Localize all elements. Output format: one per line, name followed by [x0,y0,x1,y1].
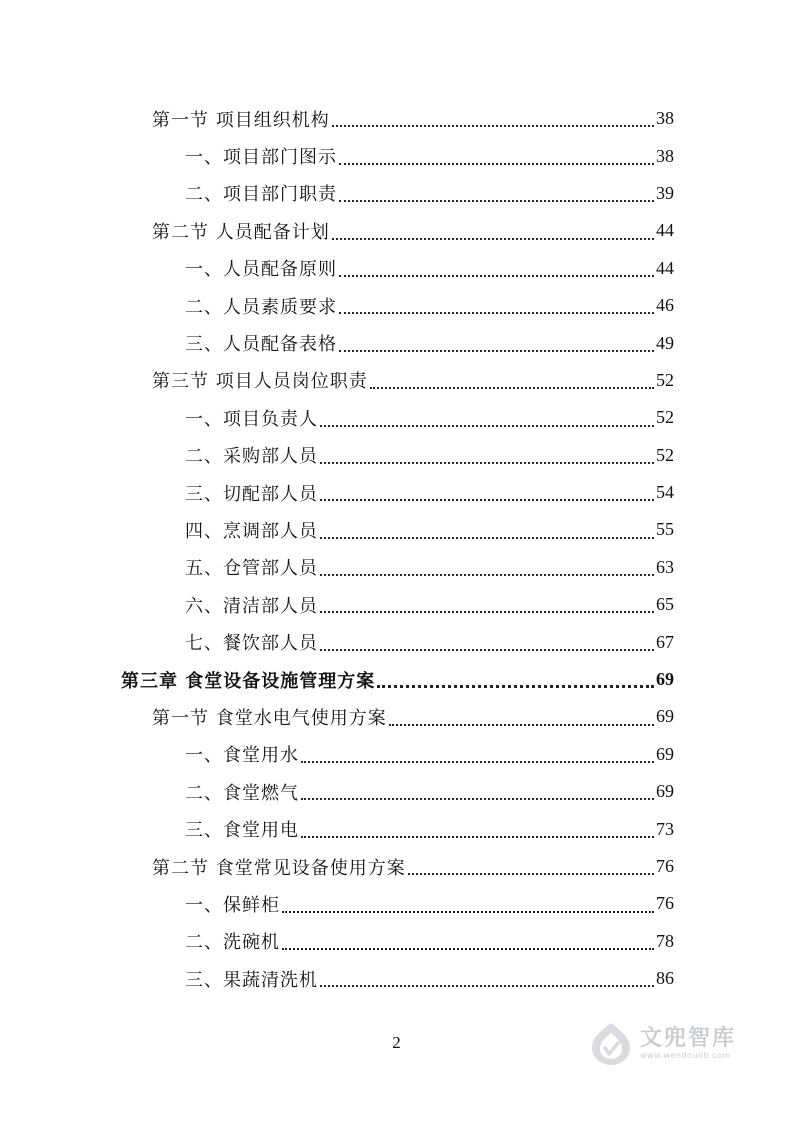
toc-entry-page: 39 [656,182,674,203]
toc-leader-dots [320,425,654,427]
toc-entry-title: 第二节 食堂常见设备使用方案 [152,857,406,879]
toc-leader-dots [377,685,654,688]
toc-entry-title: 四、烹调部人员 [185,520,318,542]
toc-entry[interactable] [0,736,793,773]
toc-entry-title: 二、食堂燃气 [185,782,299,804]
toc-entry-page: 49 [656,332,674,353]
toc-leader-dots [332,125,654,127]
toc-entry-title: 六、清洁部人员 [185,595,318,617]
toc-entry[interactable] [0,623,793,660]
toc-leader-dots [332,238,654,240]
toc-entry[interactable] [0,100,793,137]
toc-leader-dots [320,611,654,613]
toc-entry-page: 73 [656,818,674,839]
toc-entry-title: 第三节 项目人员岗位职责 [152,371,368,393]
toc-leader-dots [301,798,654,800]
watermark [588,1021,736,1067]
toc-entry[interactable] [0,586,793,623]
toc-leader-dots [282,948,654,950]
toc-entry-page: 69 [656,669,674,690]
toc-entry-page: 63 [656,556,674,577]
toc-leader-dots [408,873,654,875]
toc-entry-title: 三、人员配备表格 [185,334,337,356]
toc-entry[interactable] [0,212,793,249]
toc-entry-title: 二、采购部人员 [185,446,318,468]
toc-entry[interactable] [0,250,793,287]
toc-entry[interactable] [0,362,793,399]
toc-entry[interactable] [0,885,793,922]
toc-leader-dots [339,350,654,352]
toc-entry-title: 一、食堂用水 [185,745,299,767]
toc-entry-page: 76 [656,893,674,914]
toc-entry-page: 52 [656,369,674,390]
watermark-url: www.wendoulib.com [640,1051,731,1060]
watermark-name: 文兜智库 [640,1026,737,1051]
toc-entry-page: 65 [656,594,674,615]
toc-entry-page: 38 [656,108,674,129]
toc-entry[interactable] [0,773,793,810]
toc-entry-page: 69 [656,781,674,802]
toc-entry-page: 46 [656,295,674,316]
toc-leader-dots [339,275,654,277]
toc-entry-page: 44 [656,220,674,241]
toc-entry-title: 五、仓管部人员 [185,558,318,580]
toc-entry[interactable] [0,437,793,474]
toc-entry[interactable] [0,848,793,885]
toc-entry[interactable] [0,287,793,324]
page-number: 2 [392,1033,401,1052]
toc-entry-page: 44 [656,257,674,278]
toc-leader-dots [301,836,654,838]
toc-leader-dots [320,537,654,539]
toc-leader-dots [320,985,654,987]
toc-leader-dots [389,724,654,726]
toc-entry[interactable] [0,511,793,548]
toc-leader-dots [370,387,654,389]
toc-entry-page: 69 [656,743,674,764]
toc-entry[interactable] [0,474,793,511]
toc-entry[interactable] [0,661,793,698]
toc-leader-dots [320,462,654,464]
toc-entry-title: 二、项目部门职责 [185,184,337,206]
toc-entry-page: 55 [656,519,674,540]
toc-entry-page: 52 [656,407,674,428]
toc-entry-page: 52 [656,444,674,465]
toc-entry[interactable] [0,549,793,586]
toc-entry-title: 二、洗碗机 [185,932,280,954]
toc-entry-page: 76 [656,856,674,876]
toc-entry-title: 三、果蔬清洗机 [185,969,318,991]
toc-entry-title: 一、保鲜柜 [185,894,280,916]
toc-entry-title: 二、人员素质要求 [185,296,337,318]
toc-leader-dots [282,911,654,913]
toc-entry[interactable] [0,698,793,735]
table-of-contents [0,100,793,997]
toc-entry[interactable] [0,810,793,847]
toc-entry-page: 54 [656,482,674,503]
toc-leader-dots [320,649,654,651]
toc-leader-dots [320,574,654,576]
toc-entry-page: 69 [656,706,674,727]
toc-entry-title: 第一节 项目组织机构 [152,109,330,131]
toc-entry-page: 38 [656,145,674,166]
toc-leader-dots [339,200,654,202]
toc-entry-page: 78 [656,930,674,951]
toc-leader-dots [320,499,654,501]
toc-entry[interactable] [0,324,793,361]
toc-entry-title: 第三章 食堂设备设施管理方案 [121,670,376,692]
toc-entry-title: 一、人员配备原则 [185,259,337,281]
toc-entry-title: 七、餐饮部人员 [185,633,318,655]
toc-entry[interactable] [0,399,793,436]
toc-entry[interactable] [0,960,793,997]
toc-entry-page: 86 [656,968,674,989]
toc-leader-dots [301,761,654,763]
toc-entry[interactable] [0,923,793,960]
wendou-logo-icon [588,1021,634,1067]
toc-entry-title: 第二节 人员配备计划 [152,221,330,243]
toc-entry-title: 三、食堂用电 [185,820,299,842]
toc-entry-page: 67 [656,631,674,652]
toc-leader-dots [339,312,654,314]
toc-entry-title: 第一节 食堂水电气使用方案 [152,707,387,729]
toc-entry-title: 一、项目部门图示 [185,147,337,169]
toc-entry[interactable] [0,175,793,212]
toc-entry[interactable] [0,137,793,174]
toc-leader-dots [339,163,654,165]
toc-entry-title: 一、项目负责人 [185,408,318,430]
toc-entry-title: 三、切配部人员 [185,483,318,505]
